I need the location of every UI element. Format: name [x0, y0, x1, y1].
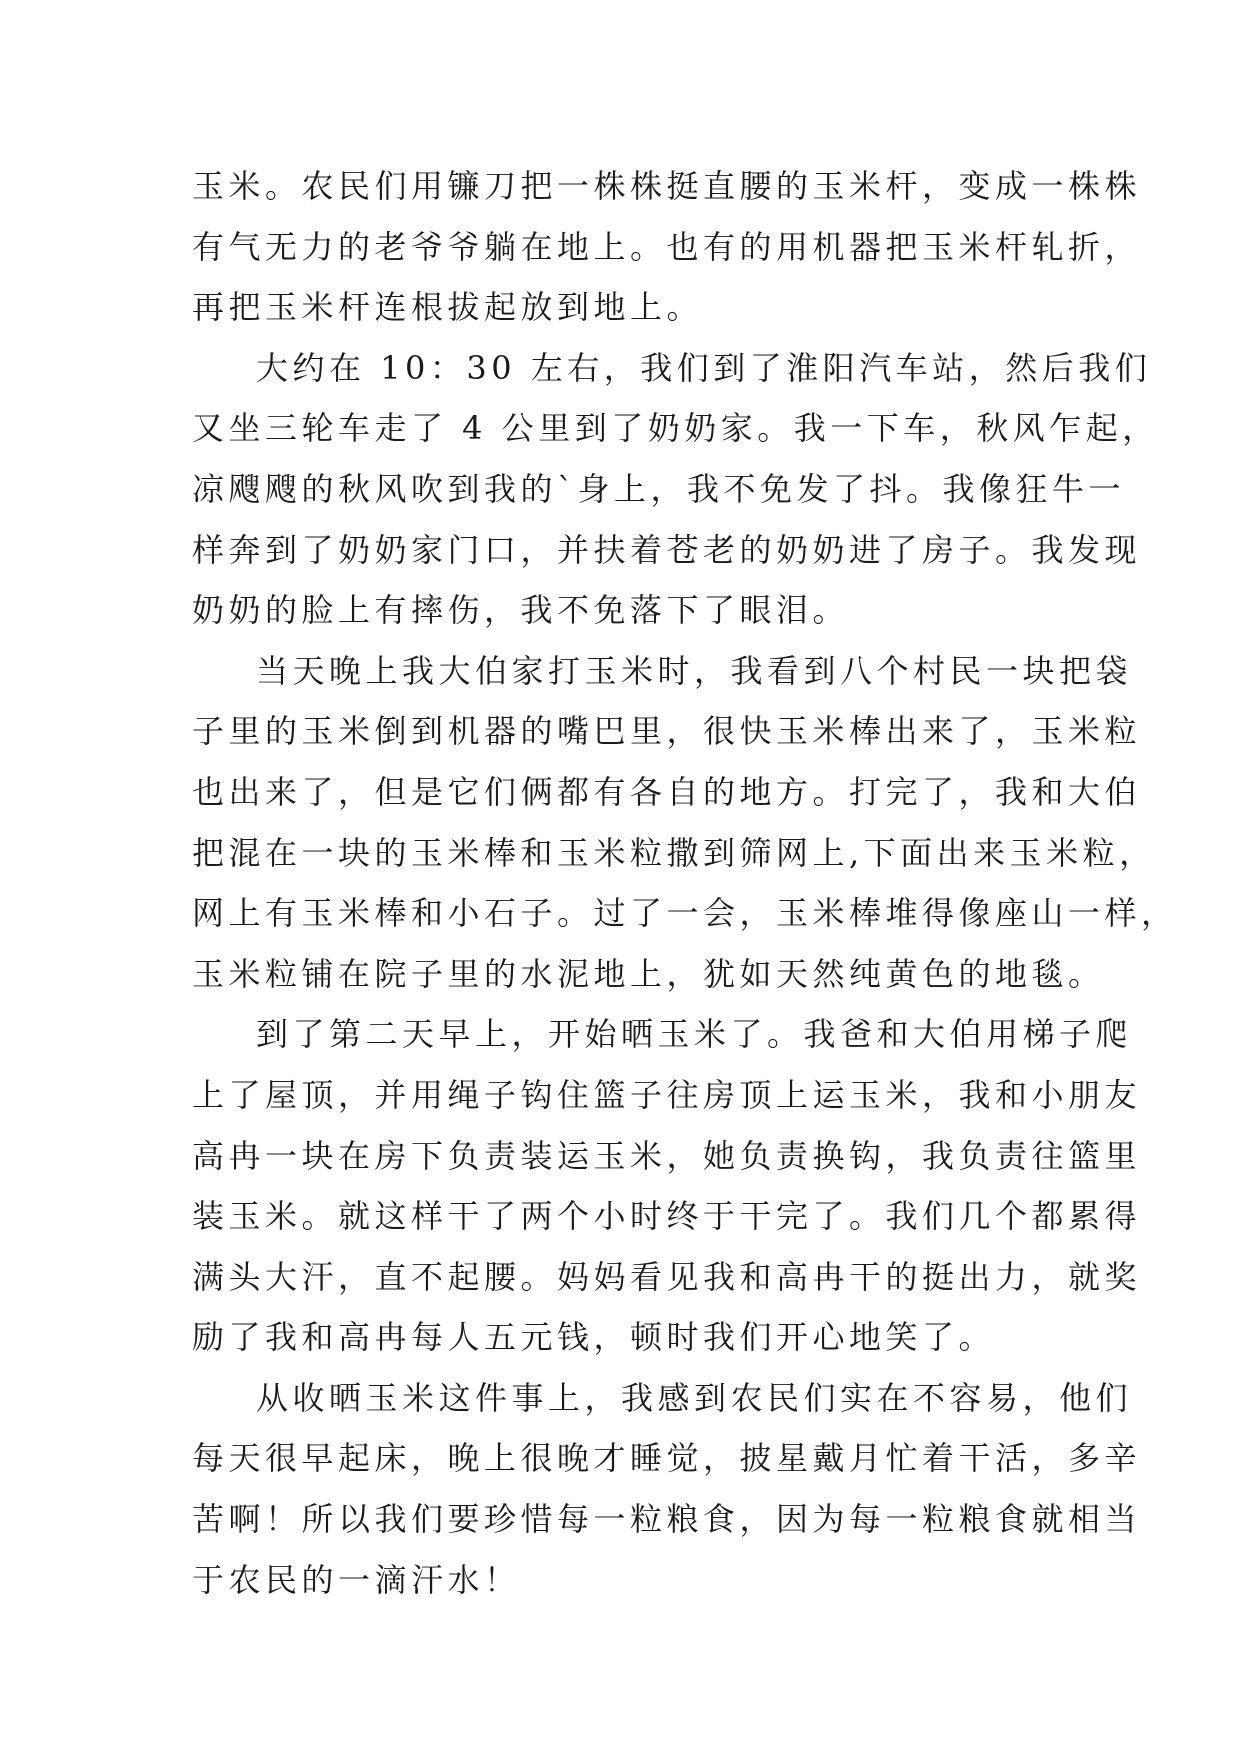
text-line: 从收晒玉米这件事上，我感到农民们实在不容易，他们	[256, 1378, 1133, 1417]
text-line: 每天很早起床，晚上很晚才睡觉，披星戴月忙着干活，多辛	[192, 1439, 1142, 1478]
text-line: 也出来了，但是它们俩都有各自的地方。打完了，我和大伯	[192, 772, 1142, 811]
text-line: 网上有玉米棒和小石子。过了一会，玉米棒堆得像座山一样，	[192, 894, 1178, 933]
text-line: 玉米。农民们用镰刀把一株株挺直腰的玉米杆，变成一株株	[192, 167, 1142, 205]
text-line: 当天晚上我大伯家打玉米时，我看到八个村民一块把袋	[256, 651, 1133, 690]
text-line: 于农民的一滴汗水！	[192, 1560, 521, 1599]
text-line: 高冉一块在房下负责装运玉米，她负责换钩，我负责往篮里	[192, 1136, 1142, 1175]
text-line: 到了第二天早上，开始晒玉米了。我爸和大伯用梯子爬	[256, 1015, 1133, 1054]
text-line: 苦啊！所以我们要珍惜每一粒粮食，因为每一粒粮食就相当	[192, 1500, 1142, 1539]
text-line: 子里的玉米倒到机器的嘴巴里，很快玉米棒出来了，玉米粒	[192, 712, 1142, 751]
text-line: 把混在一块的玉米棒和玉米粒撒到筛网上,下面出来玉米粒，	[192, 833, 1156, 872]
text-line: 大约在 10：30 左右，我们到了淮阳汽车站，然后我们	[256, 348, 1152, 387]
paragraph-4	[192, 1004, 1142, 1368]
text-line: 再把玉米杆连根拔起放到地上。	[192, 288, 704, 327]
paragraph-3	[192, 641, 1178, 1005]
text-line: 装玉米。就这样干了两个小时终于干完了。我们几个都累得	[192, 1197, 1142, 1236]
text-line: 又坐三轮车走了 4 公里到了奶奶家。我一下车，秋风乍起，	[192, 409, 1159, 448]
document-body	[192, 156, 1178, 1610]
text-line: 样奔到了奶奶家门口，并扶着苍老的奶奶进了房子。我发现	[192, 530, 1142, 569]
text-line: 奶奶的脸上有摔伤，我不免落下了眼泪。	[192, 591, 850, 630]
text-line: 凉飕飕的秋风吹到我的`身上，我不免发了抖。我像狂牛一	[192, 469, 1126, 508]
text-line: 满头大汗，直不起腰。妈妈看见我和高冉干的挺出力，就奖	[192, 1257, 1142, 1296]
text-line: 有气无力的老爷爷躺在地上。也有的用机器把玉米杆轧折，	[192, 227, 1142, 266]
text-line: 上了屋顶，并用绳子钩住篮子往房顶上运玉米，我和小朋友	[192, 1075, 1142, 1114]
paragraph-1	[192, 156, 1142, 338]
paragraph-5	[192, 1368, 1142, 1610]
text-line: 励了我和高冉每人五元钱，顿时我们开心地笑了。	[192, 1318, 996, 1357]
paragraph-2	[192, 338, 1159, 641]
text-line: 玉米粒铺在院子里的水泥地上，犹如天然纯黄色的地毯。	[192, 954, 1105, 993]
